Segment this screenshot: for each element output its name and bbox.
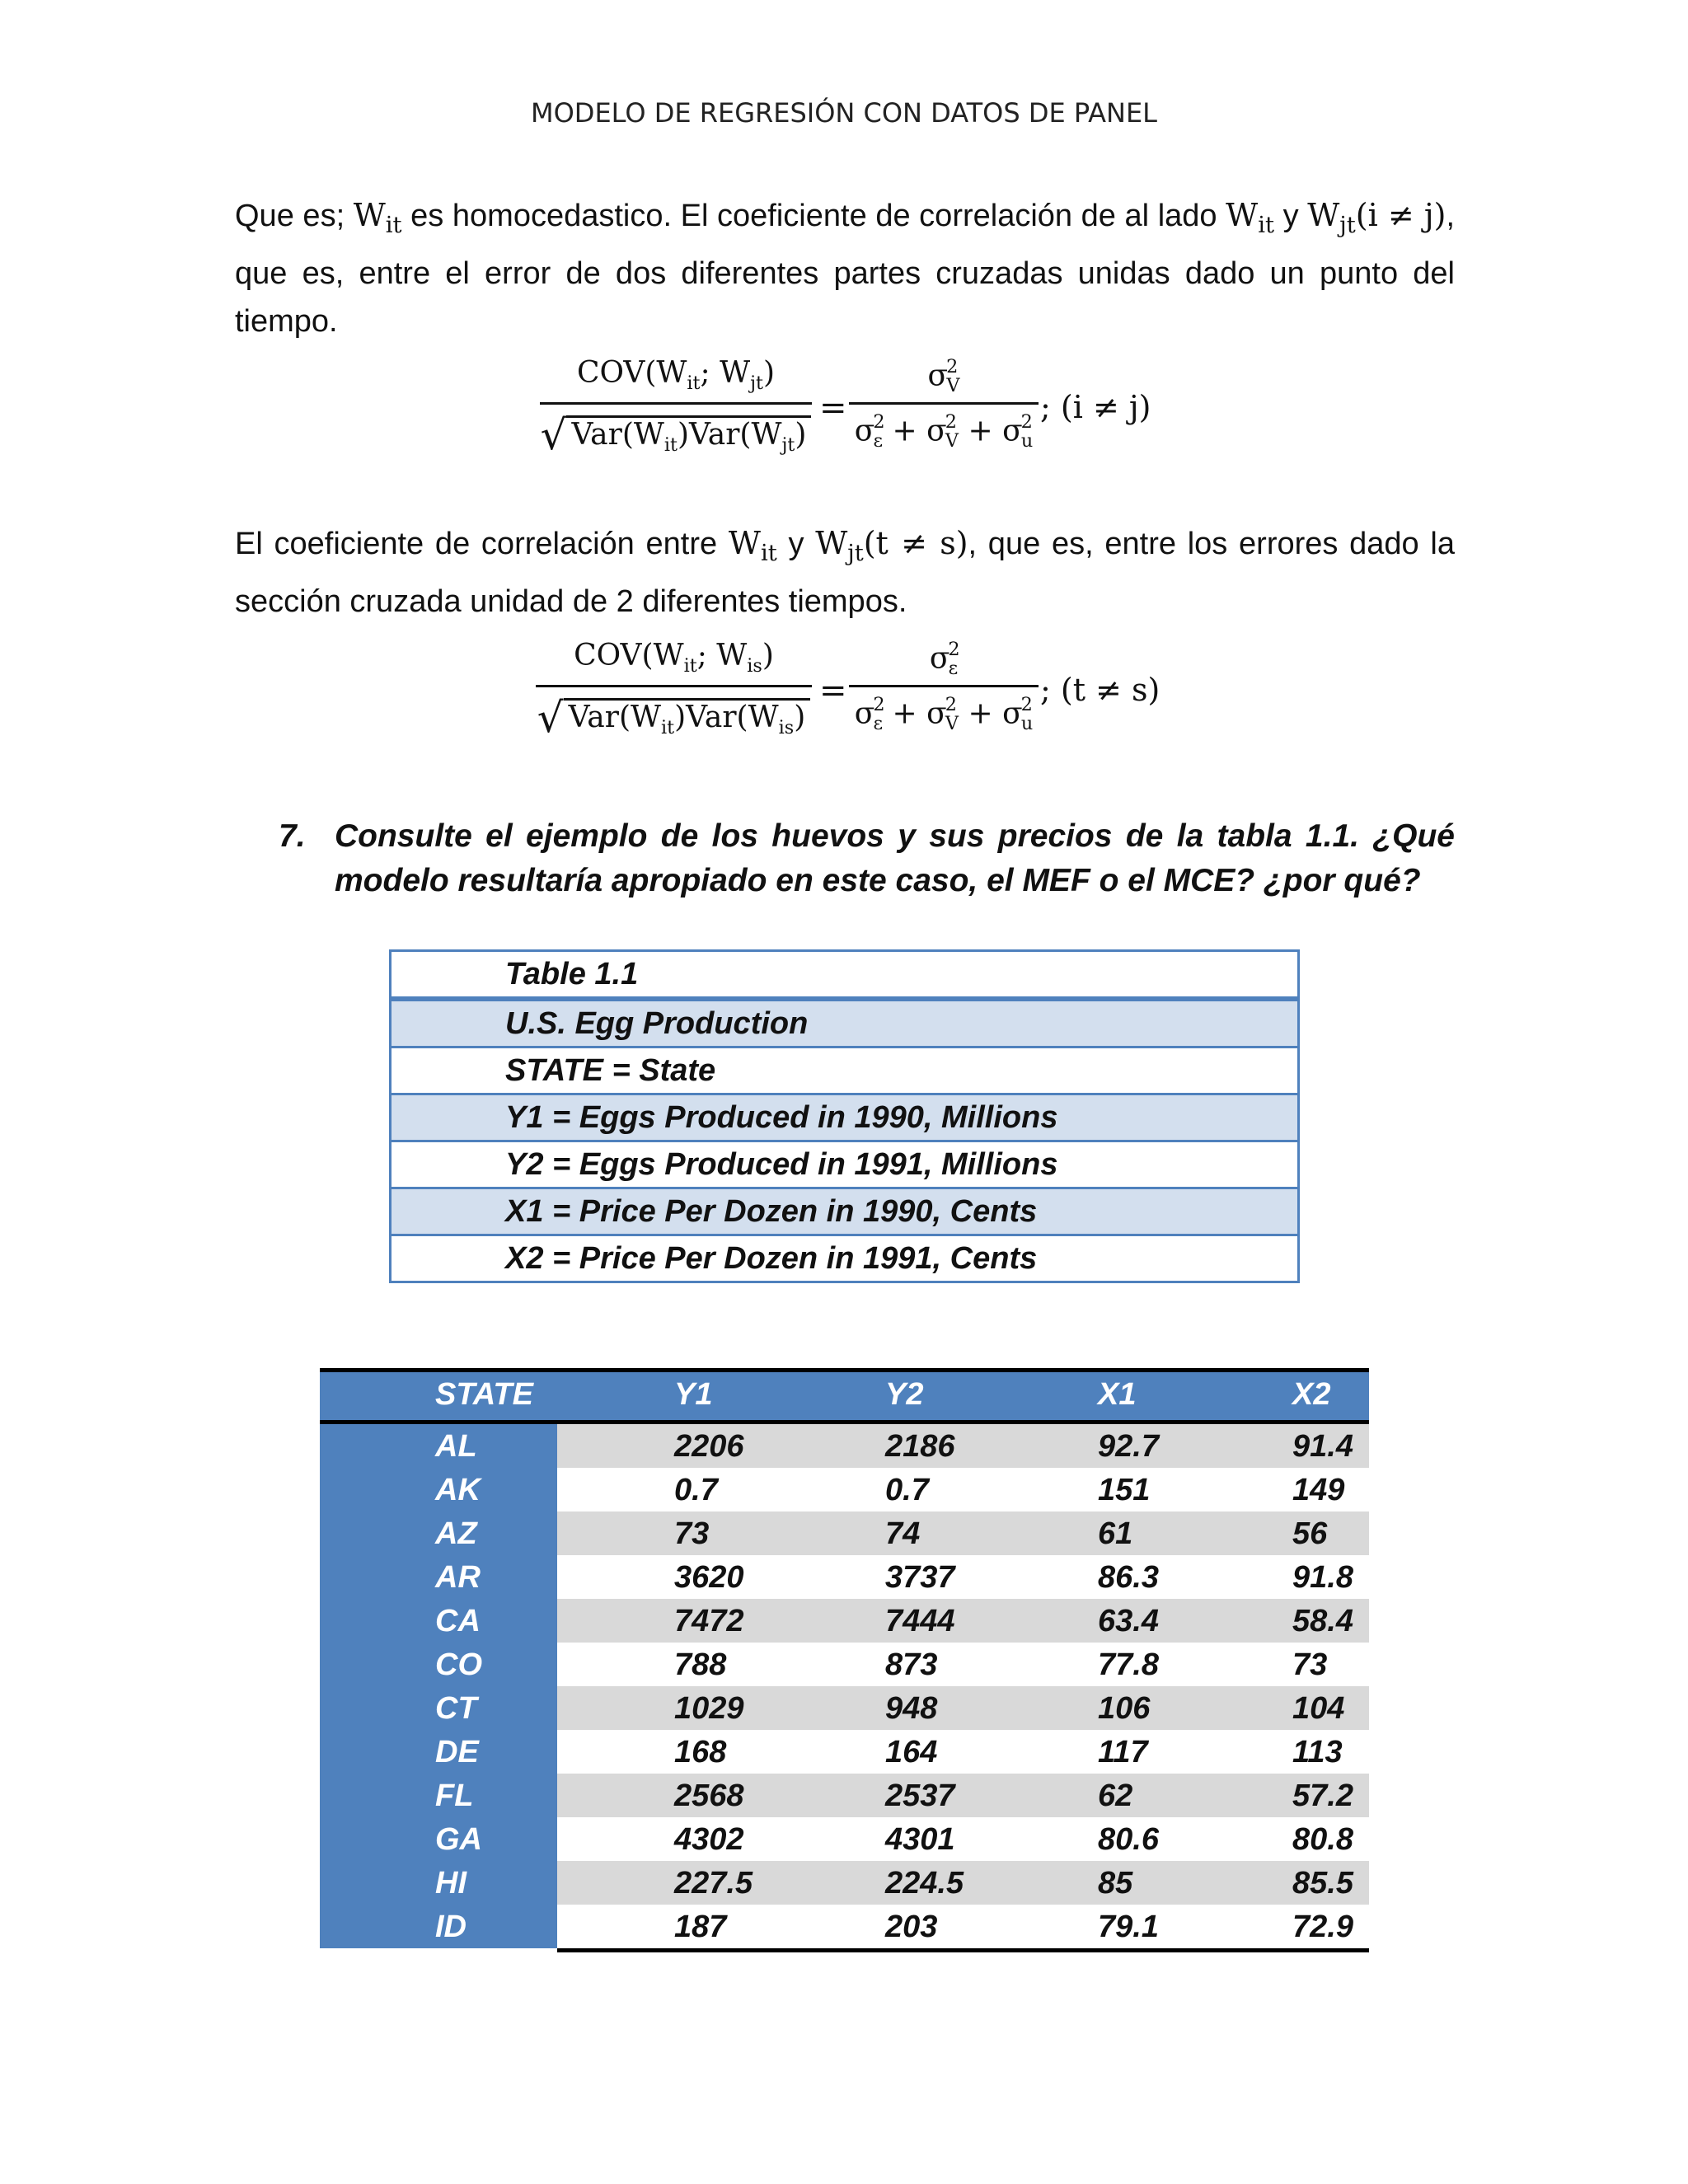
cell-x1: 77.8	[1098, 1647, 1159, 1682]
cell-y1: 168	[674, 1735, 727, 1769]
legend-row: U.S. Egg Production	[392, 996, 1297, 1046]
state-cell	[320, 1774, 557, 1817]
value-cells	[557, 1511, 1369, 1555]
cell-x2: 149	[1292, 1473, 1345, 1507]
state-code: AR	[435, 1560, 481, 1595]
table-row	[320, 1511, 1369, 1555]
header-x1: X1	[1098, 1377, 1137, 1412]
cell-y2: 224.5	[885, 1866, 964, 1900]
legend-row: Table 1.1	[505, 957, 639, 991]
value-cells	[557, 1730, 1369, 1774]
cell-y1: 788	[674, 1647, 727, 1682]
cell-y2: 948	[885, 1691, 938, 1726]
header-state: STATE	[435, 1377, 533, 1412]
cell-y2: 4301	[885, 1822, 955, 1857]
paragraph-homocedastic: Que es; $W_{it}$ es homocedastico. El coeficiente de correlación de al lado $W_{it}$ y $W_{jt}(i \ne j)$, que es, entre el error de dos diferentes partes cruzadas unidas dado un punto del tiempo.	[235, 197, 1455, 340]
cell-y1: 7472	[674, 1604, 744, 1638]
table-legend	[389, 949, 1300, 1283]
table-row	[320, 1774, 1369, 1817]
cell-y1: 227.5	[674, 1866, 753, 1900]
header-y2: Y2	[885, 1377, 924, 1412]
cell-x1: 151	[1098, 1473, 1151, 1507]
cell-y2: 7444	[885, 1604, 955, 1638]
header-y1: Y1	[674, 1377, 713, 1412]
value-cells	[557, 1643, 1369, 1686]
cell-y1: 2206	[674, 1429, 744, 1464]
state-cell	[320, 1730, 557, 1774]
cell-y2: 873	[885, 1647, 938, 1682]
egg-data-table	[320, 1368, 1369, 1948]
state-cell	[320, 1643, 557, 1686]
cell-x1: 62	[1098, 1779, 1133, 1813]
cell-x1: 85	[1098, 1866, 1133, 1900]
table-row	[320, 1424, 1369, 1468]
state-code: ID	[435, 1910, 467, 1944]
state-code: AK	[435, 1473, 481, 1507]
state-cell	[320, 1555, 557, 1599]
cell-y1: 3620	[674, 1560, 744, 1595]
table-row	[320, 1730, 1369, 1774]
state-cell	[320, 1817, 557, 1861]
state-cell	[320, 1599, 557, 1643]
cell-y2: 2186	[885, 1429, 955, 1464]
table-row	[320, 1817, 1369, 1861]
question-text: Consulte el ejemplo de los huevos y sus precios de la tabla 1.1. ¿Qué modelo resultaría apropiado en este caso, el MEF o el MCE? ¿por qué?	[335, 818, 1455, 898]
cell-x2: 57.2	[1292, 1779, 1353, 1813]
state-code: AZ	[435, 1516, 477, 1551]
cell-x2: 72.9	[1292, 1910, 1353, 1944]
cell-x1: 63.4	[1098, 1604, 1159, 1638]
cell-y2: 164	[885, 1735, 938, 1769]
table-header-row	[320, 1368, 1369, 1424]
state-code: FL	[435, 1779, 474, 1813]
legend-row: Y2 = Eggs Produced in 1991, Millions	[392, 1140, 1297, 1187]
cell-y2: 74	[885, 1516, 921, 1551]
state-cell	[320, 1468, 557, 1511]
equation-correlation-units: $COV(W_{it}$; $W_{jt}$) √ $Var(W_{it})Var(W_{jt})$ = $\sigma^2_V$ $\sigma^2_\varepsilon + \sigma^2_V + \sigma^2_u$ ; (i ≠ j)	[540, 356, 1151, 459]
table-row	[320, 1905, 1369, 1948]
table-body	[320, 1424, 1369, 1948]
value-cells	[557, 1817, 1369, 1861]
cell-x1: 80.6	[1098, 1822, 1159, 1857]
cell-x2: 85.5	[1292, 1866, 1353, 1900]
cell-y2: 0.7	[885, 1473, 929, 1507]
cell-y1: 73	[674, 1516, 710, 1551]
legend-row: STATE = State	[392, 1046, 1297, 1093]
cell-x1: 92.7	[1098, 1429, 1159, 1464]
cell-y1: 0.7	[674, 1473, 718, 1507]
state-code: AL	[435, 1429, 477, 1464]
cell-y2: 203	[885, 1910, 938, 1944]
paragraph-correlation-time: El coeficiente de correlación entre $W_{it}$ y $W_{jt}(t \ne s)$, que es, entre los errores dado la sección cruzada unidad de 2 diferentes tiempos.	[235, 525, 1455, 620]
legend-row: Y1 = Eggs Produced in 1990, Millions	[392, 1093, 1297, 1140]
value-cells	[557, 1905, 1369, 1948]
state-code: CT	[435, 1691, 477, 1726]
state-code: CO	[435, 1647, 482, 1682]
table-row	[320, 1599, 1369, 1643]
state-cell	[320, 1511, 557, 1555]
cell-x2: 73	[1292, 1647, 1328, 1682]
state-cell	[320, 1905, 557, 1948]
value-cells	[557, 1861, 1369, 1905]
cell-x1: 79.1	[1098, 1910, 1159, 1944]
cell-y1: 187	[674, 1910, 727, 1944]
cell-y2: 3737	[885, 1560, 955, 1595]
equation-correlation-time: $COV(W_{it}$; $W_{is}$) √ $Var(W_{it})Var(W_{is})$ = $\sigma^2_\varepsilon$ $\sigma^2_\varepsilon + \sigma^2_V + \sigma^2_u$ ; (t ≠ s)	[537, 639, 1160, 742]
cell-x1: 86.3	[1098, 1560, 1159, 1595]
table-bottom-rule	[557, 1948, 1369, 1952]
value-cells	[557, 1599, 1369, 1643]
value-cells	[557, 1686, 1369, 1730]
page-header: MODELO DE REGRESIÓN CON DATOS DE PANEL	[531, 97, 1157, 129]
cell-x2: 91.4	[1292, 1429, 1353, 1464]
value-cells	[557, 1555, 1369, 1599]
cell-x2: 80.8	[1292, 1822, 1353, 1857]
state-cell	[320, 1686, 557, 1730]
cell-y2: 2537	[885, 1779, 955, 1813]
cell-x2: 56	[1292, 1516, 1328, 1551]
cell-x2: 58.4	[1292, 1604, 1353, 1638]
question-7	[280, 814, 1455, 903]
state-code: GA	[435, 1822, 482, 1857]
cell-x2: 104	[1292, 1691, 1345, 1726]
table-row	[320, 1861, 1369, 1905]
table-row	[320, 1555, 1369, 1599]
value-cells	[557, 1774, 1369, 1817]
state-code: CA	[435, 1604, 481, 1638]
table-row	[320, 1643, 1369, 1686]
table-row	[320, 1468, 1369, 1511]
table-row	[320, 1686, 1369, 1730]
cell-x1: 117	[1098, 1735, 1148, 1769]
cell-x2: 91.8	[1292, 1560, 1353, 1595]
state-code: DE	[435, 1735, 479, 1769]
header-x2: X2	[1292, 1377, 1331, 1412]
cell-x1: 61	[1098, 1516, 1133, 1551]
state-cell	[320, 1424, 557, 1468]
value-cells	[557, 1468, 1369, 1511]
cell-y1: 4302	[674, 1822, 744, 1857]
state-code: HI	[435, 1866, 467, 1900]
cell-x2: 113	[1292, 1735, 1343, 1769]
value-cells	[557, 1424, 1369, 1468]
legend-row: X1 = Price Per Dozen in 1990, Cents	[392, 1187, 1297, 1234]
question-number: 7.	[279, 818, 306, 854]
state-cell	[320, 1861, 557, 1905]
cell-x1: 106	[1098, 1691, 1151, 1726]
cell-y1: 1029	[674, 1691, 744, 1726]
cell-y1: 2568	[674, 1779, 744, 1813]
legend-row: X2 = Price Per Dozen in 1991, Cents	[392, 1234, 1297, 1281]
